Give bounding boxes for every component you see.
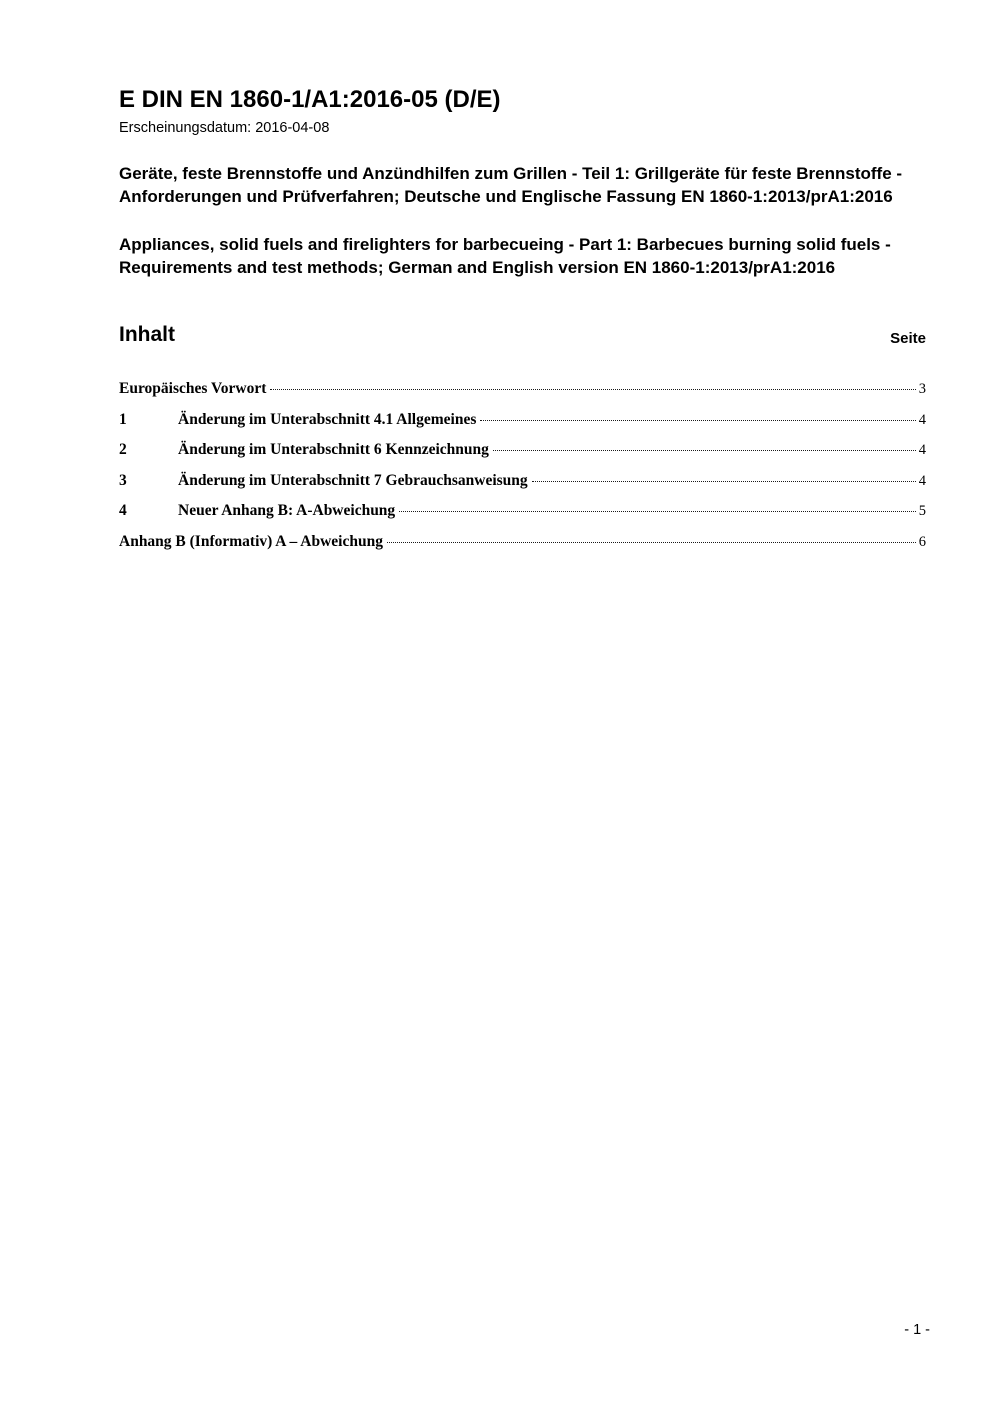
toc-entry-section-1[interactable] (119, 411, 926, 442)
toc-page-column-label: Seite (890, 330, 926, 347)
table-of-contents (119, 380, 926, 563)
dotted-leader (493, 450, 916, 451)
toc-entry-label: Änderung im Unterabschnitt 4.1 Allgemeines (178, 410, 477, 428)
dotted-leader (270, 389, 915, 390)
toc-entry-label: Änderung im Unterabschnitt 7 Gebrauchsanweisung (178, 471, 528, 489)
title-german: Geräte, feste Brennstoffe und Anzündhilfen zum Grillen - Teil 1: Grillgeräte für feste Brennstoffe - Anforderungen und Prüfverfahren; Deutsche und Englische Fassung EN 1860-1:2013/prA1:2016 (119, 164, 903, 206)
toc-entry-section-4[interactable] (119, 502, 926, 533)
toc-entry-section-2[interactable] (119, 441, 926, 472)
document-title: E DIN EN 1860-1/A1:2016-05 (D/E) (119, 86, 501, 113)
toc-entry-label: Neuer Anhang B: A-Abweichung (178, 502, 396, 519)
toc-entry-number: 3 (119, 471, 127, 489)
dotted-leader (480, 420, 915, 421)
toc-entry-number: 2 (119, 441, 127, 458)
toc-entry-page-number: 3 (918, 381, 926, 397)
page-number-indicator: - 1 - (904, 1322, 930, 1338)
toc-heading: Inhalt (119, 323, 175, 346)
toc-entry-section-3[interactable] (119, 472, 926, 503)
toc-entry-page-number: 4 (918, 411, 926, 428)
toc-header-row (119, 323, 926, 347)
toc-entry-label: Anhang B (Informativ) A – Abweichung (119, 532, 383, 550)
dotted-leader (399, 511, 916, 512)
dotted-leader (532, 481, 916, 482)
dotted-leader (387, 542, 916, 543)
publication-date: Erscheinungsdatum: 2016-04-08 (119, 120, 330, 136)
title-english: Appliances, solid fuels and firelighters for barbecueing - Part 1: Barbecues burning solid fuels - Requirements and test methods; German and English version EN 1860-1:2013/prA1:2016 (119, 235, 891, 277)
toc-entry-page-number: 4 (918, 442, 926, 458)
toc-entry-page-number: 5 (918, 503, 926, 519)
toc-entry-anhang-b[interactable] (119, 533, 926, 564)
document-content (119, 86, 926, 563)
toc-entry-page-number: 4 (918, 472, 926, 489)
toc-entry-number: 1 (119, 410, 127, 428)
toc-entry-number: 4 (119, 502, 127, 519)
toc-entry-label: Änderung im Unterabschnitt 6 Kennzeichnung (178, 441, 489, 458)
toc-entry-label: Europäisches Vorwort (119, 380, 267, 397)
toc-entry-page-number: 6 (918, 533, 926, 550)
toc-entry-europaeisches-vorwort[interactable] (119, 380, 926, 411)
